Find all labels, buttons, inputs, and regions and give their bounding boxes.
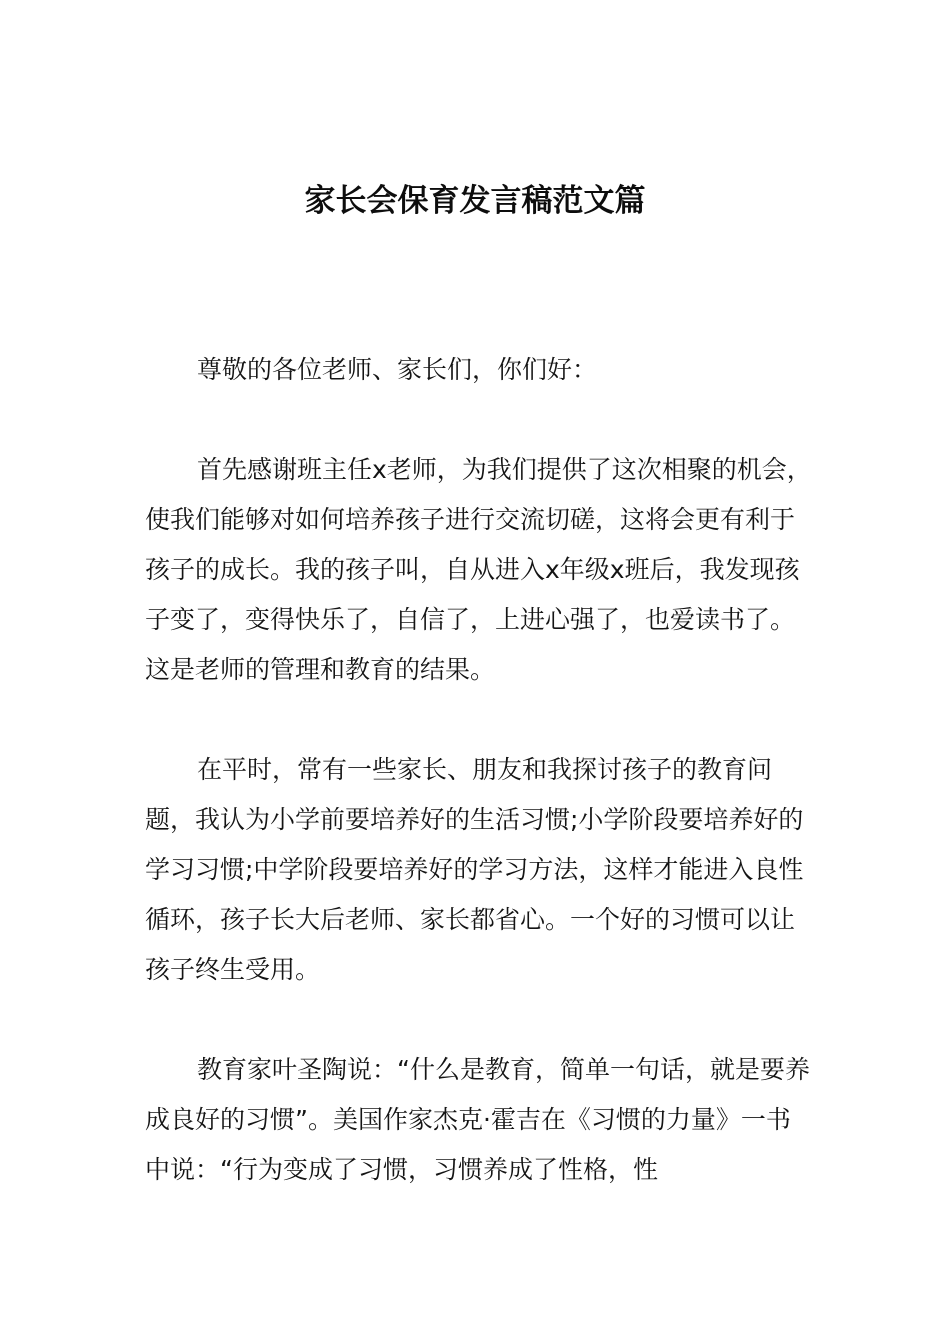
greeting-paragraph: 尊敬的各位老师、家长们，你们好： (197, 355, 598, 384)
body-paragraph-quote: 教育家叶圣陶说：“什么是教育，简单一句话，就是要养成良好的习惯”。美国作家杰克·霍吉在《习惯的力量》一书中说：“行为变成了习惯，习惯养成了性格，性 (145, 1055, 810, 1184)
document-body (145, 345, 815, 1195)
document-title: 家长会保育发言稿范文篇 (304, 182, 646, 219)
body-paragraph-thanks: 首先感谢班主任x老师，为我们提供了这次相聚的机会，使我们能够对如何培养孩子进行交流切磋，这将会更有利于孩子的成长。我的孩子叫，自从进入x年级x班后，我发现孩子变了，变得快乐了，自信了，上进心强了，也爱读书了。这是老师的管理和教育的结果。 (145, 455, 812, 684)
body-paragraph-habits: 在平时，常有一些家长、朋友和我探讨孩子的教育问题，我认为小学前要培养好的生活习惯;小学阶段要培养好的学习习惯;中学阶段要培养好的学习方法，这样才能进入良性循环，孩子长大后老师、家长都省心。一个好的习惯可以让孩子终生受用。 (145, 755, 804, 984)
